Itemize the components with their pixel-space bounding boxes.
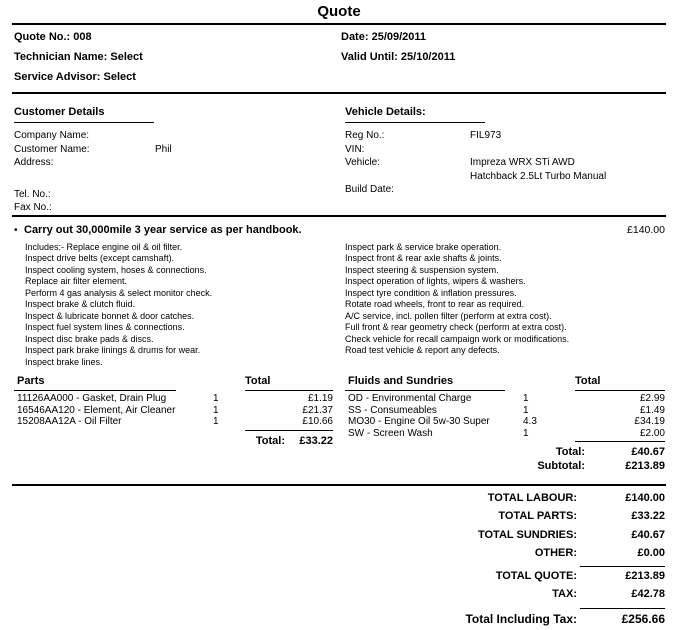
- parts-total-column-header: Total: [245, 375, 271, 387]
- part-total: £1.19: [307, 393, 333, 404]
- totals-row: [14, 547, 665, 565]
- totals-row-label: TOTAL QUOTE:: [495, 570, 577, 583]
- quote-date: [341, 31, 665, 43]
- header-row: [14, 51, 665, 63]
- service-detail-columns: [14, 236, 665, 369]
- sundry-qty: 1: [523, 393, 529, 404]
- quote-number-label: Quote No.:: [14, 31, 71, 43]
- sundry-total: £2.00: [639, 427, 665, 439]
- technician-name: [14, 51, 341, 63]
- service-detail-line: Inspect & lubricate bonnet & door catches.: [25, 310, 195, 321]
- part-name: 15208AA12A - Oil Filter: [17, 416, 122, 427]
- service-detail-line: Inspect fuel system lines & connections.: [25, 322, 185, 332]
- valid-until-value: 25/10/2011: [400, 51, 456, 63]
- grand-total-value: £256.66: [621, 611, 665, 626]
- fax-label: Fax No.:: [14, 202, 52, 213]
- sundries-header-underline: [345, 390, 665, 391]
- sundry-total: £1.49: [639, 404, 665, 416]
- line-item-tables: [0, 368, 678, 473]
- service-detail-line: Full front & rear geometry check (perform at extra cost).: [345, 322, 567, 332]
- vehicle-row-line2: [345, 170, 665, 184]
- part-total: £21.37: [302, 404, 333, 416]
- bullet-icon: •: [14, 224, 18, 236]
- fax-row: [14, 201, 345, 215]
- parts-table-header: [14, 375, 333, 390]
- header-row: [14, 31, 665, 43]
- date-value: 25/09/2011: [371, 31, 427, 43]
- service-detail-line: Inspect brake & clutch fluid.: [25, 299, 136, 309]
- sundries-rows: [345, 393, 665, 439]
- reg-no-label: Reg No.:: [345, 130, 385, 141]
- service-detail-line: Inspect brake lines.: [25, 356, 103, 367]
- sundries-total-row: [345, 445, 665, 459]
- address-row: [14, 156, 345, 170]
- service-detail-line: Inspect drive belts (except camshaft).: [25, 253, 175, 263]
- customer-name-label: Customer Name:: [14, 143, 90, 155]
- sundries-table: [345, 375, 665, 473]
- reg-no-value: FIL973: [470, 130, 502, 141]
- service-detail-line: Inspect park brake linings & drums for wear.: [25, 345, 201, 355]
- parts-row: [14, 405, 333, 417]
- totals-mid: [14, 570, 665, 607]
- totals-row-label: OTHER:: [534, 546, 577, 559]
- part-qty: 1: [213, 393, 219, 404]
- details-section: [0, 94, 678, 215]
- totals-row-label: TAX:: [552, 588, 577, 601]
- totals-row: [14, 570, 665, 588]
- vehicle-label: Vehicle:: [345, 157, 381, 168]
- totals-row-value: £33.22: [631, 510, 665, 523]
- date-label: Date:: [341, 31, 369, 43]
- company-name-row: [14, 129, 345, 143]
- quote-number: [14, 31, 341, 43]
- customer-details: [14, 106, 345, 215]
- address-label: Address:: [14, 157, 54, 168]
- service-section: [0, 217, 678, 369]
- sundries-subtotal-value: £213.89: [625, 460, 665, 472]
- totals-section: [0, 486, 678, 630]
- page-title: Quote: [317, 3, 361, 20]
- totals-row: [14, 529, 665, 547]
- valid-until: [341, 51, 665, 63]
- service-detail-line: Inspect tyre condition & inflation pressures.: [345, 287, 517, 298]
- grand-total-label: Total Including Tax:: [465, 611, 577, 626]
- part-qty: 1: [213, 404, 219, 416]
- build-date-label: Build Date:: [345, 184, 394, 195]
- service-detail-line: Inspect disc brake pads & discs.: [25, 333, 154, 344]
- sundries-row: [345, 428, 665, 440]
- service-line-item: [14, 224, 665, 236]
- vehicle-row: [345, 156, 665, 170]
- quote-number-value: 008: [73, 31, 92, 43]
- sundries-total-column-header: Total: [575, 375, 601, 387]
- sundries-row: [345, 416, 665, 428]
- totals-row-value: £140.00: [625, 492, 665, 504]
- vehicle-value-line1: Impreza WRX STi AWD: [470, 157, 575, 168]
- service-detail-line: Rotate road wheels, front to rear as required.: [345, 299, 525, 309]
- part-total: £10.66: [302, 416, 333, 427]
- part-name: 11126AA000 - Gasket, Drain Plug: [17, 393, 167, 404]
- service-detail-line: Perform 4 gas analysis & select monitor check.: [25, 287, 213, 298]
- service-detail-line: Inspect front & rear axle shafts & joints.: [345, 253, 502, 263]
- parts-row: [14, 393, 333, 405]
- parts-table: [14, 375, 333, 473]
- sundry-name: SW - Screen Wash: [348, 427, 433, 439]
- parts-total-row: [14, 434, 333, 448]
- company-name-label: Company Name:: [14, 130, 90, 141]
- part-qty: 1: [213, 416, 219, 427]
- service-detail-line: Inspect park & service brake operation.: [345, 241, 502, 252]
- sundries-table-header: [345, 375, 665, 390]
- parts-row: [14, 416, 333, 428]
- customer-name-value: Phil: [155, 143, 172, 155]
- totals-row-value: £40.67: [631, 528, 665, 541]
- reg-no-row: [345, 129, 665, 143]
- customer-details-heading: Customer Details: [14, 106, 154, 123]
- sundries-row: [345, 393, 665, 405]
- sundry-qty: 1: [523, 427, 529, 439]
- grand-total-row: [14, 612, 665, 630]
- vehicle-details-heading: Vehicle Details:: [345, 106, 485, 123]
- parts-total-value: £33.22: [299, 434, 333, 447]
- service-advisor-value: Select: [103, 71, 136, 83]
- technician-value: Select: [110, 51, 143, 63]
- totals-row: [14, 492, 665, 510]
- build-date-row: [345, 183, 665, 197]
- service-title: Carry out 30,000mile 3 year service as per handbook.: [24, 223, 302, 236]
- totals-divider: [14, 608, 665, 609]
- totals-row-label: TOTAL LABOUR:: [487, 492, 577, 504]
- header-row: [14, 71, 665, 83]
- service-advisor-label: Service Advisor:: [14, 71, 101, 83]
- service-detail-line: Inspect operation of lights, wipers & washers.: [345, 276, 526, 286]
- service-detail-line: Check vehicle for recall campaign work or modifications.: [345, 333, 570, 344]
- totals-row-label: TOTAL SUNDRIES:: [477, 528, 577, 541]
- parts-heading: Parts: [17, 375, 45, 387]
- totals-upper: [14, 492, 665, 565]
- customer-name-row: [14, 143, 345, 157]
- address-blank-space: [14, 170, 345, 188]
- totals-row-label: TOTAL PARTS:: [498, 510, 577, 523]
- quote-header: [0, 25, 678, 92]
- sundries-total-label: Total:: [555, 446, 585, 458]
- vin-label: VIN:: [345, 143, 365, 155]
- sundry-total: £2.99: [639, 393, 665, 404]
- sundry-name: MO30 - Engine Oil 5w-30 Super: [348, 416, 490, 427]
- parts-total-line: [14, 430, 333, 431]
- tel-row: [14, 188, 345, 202]
- part-name: 16546AA120 - Element, Air Cleaner: [17, 404, 176, 416]
- service-detail-line: Road test vehicle & report any defects.: [345, 345, 500, 355]
- tel-label: Tel. No.:: [14, 188, 51, 200]
- vehicle-details: [345, 106, 665, 215]
- parts-header-underline: [14, 390, 333, 391]
- service-detail-line: A/C service, incl. pollen filter (perform at extra cost).: [345, 310, 552, 321]
- service-advisor: [14, 71, 341, 83]
- service-detail-line: Includes:- Replace engine oil & oil filter.: [25, 241, 183, 252]
- totals-row: [14, 588, 665, 606]
- sundries-total-value: £40.67: [631, 446, 665, 458]
- totals-row-value: £213.89: [625, 570, 665, 583]
- totals-row: [14, 510, 665, 528]
- sundries-row: [345, 405, 665, 417]
- sundries-subtotal-label: Subtotal:: [537, 460, 585, 472]
- sundries-subtotal-row: [345, 459, 665, 473]
- parts-total-label: Total:: [255, 434, 285, 447]
- vehicle-value-line2: Hatchback 2.5Lt Turbo Manual: [470, 170, 607, 182]
- sundry-qty: 4.3: [523, 416, 537, 427]
- sundry-name: SS - Consumeables: [348, 404, 437, 416]
- service-detail-line: Replace air filter element.: [25, 276, 128, 286]
- sundries-total-line: [345, 441, 665, 442]
- sundry-name: OD - Environmental Charge: [348, 393, 472, 404]
- parts-rows: [14, 393, 333, 428]
- sundry-total: £34.19: [634, 416, 665, 427]
- service-detail-line: Inspect steering & suspension system.: [345, 264, 499, 275]
- sundries-heading: Fluids and Sundries: [348, 375, 454, 387]
- totals-divider: [14, 566, 665, 567]
- valid-until-label: Valid Until:: [341, 51, 398, 63]
- totals-row-value: £0.00: [637, 546, 665, 559]
- vin-row: [345, 143, 665, 157]
- technician-label: Technician Name:: [14, 51, 108, 63]
- service-details-right: [345, 242, 665, 369]
- totals-row-value: £42.78: [631, 588, 665, 601]
- service-details-left: [25, 242, 345, 369]
- service-price: £140.00: [627, 223, 665, 236]
- service-detail-line: Inspect cooling system, hoses & connections.: [25, 264, 207, 275]
- sundry-qty: 1: [523, 404, 529, 416]
